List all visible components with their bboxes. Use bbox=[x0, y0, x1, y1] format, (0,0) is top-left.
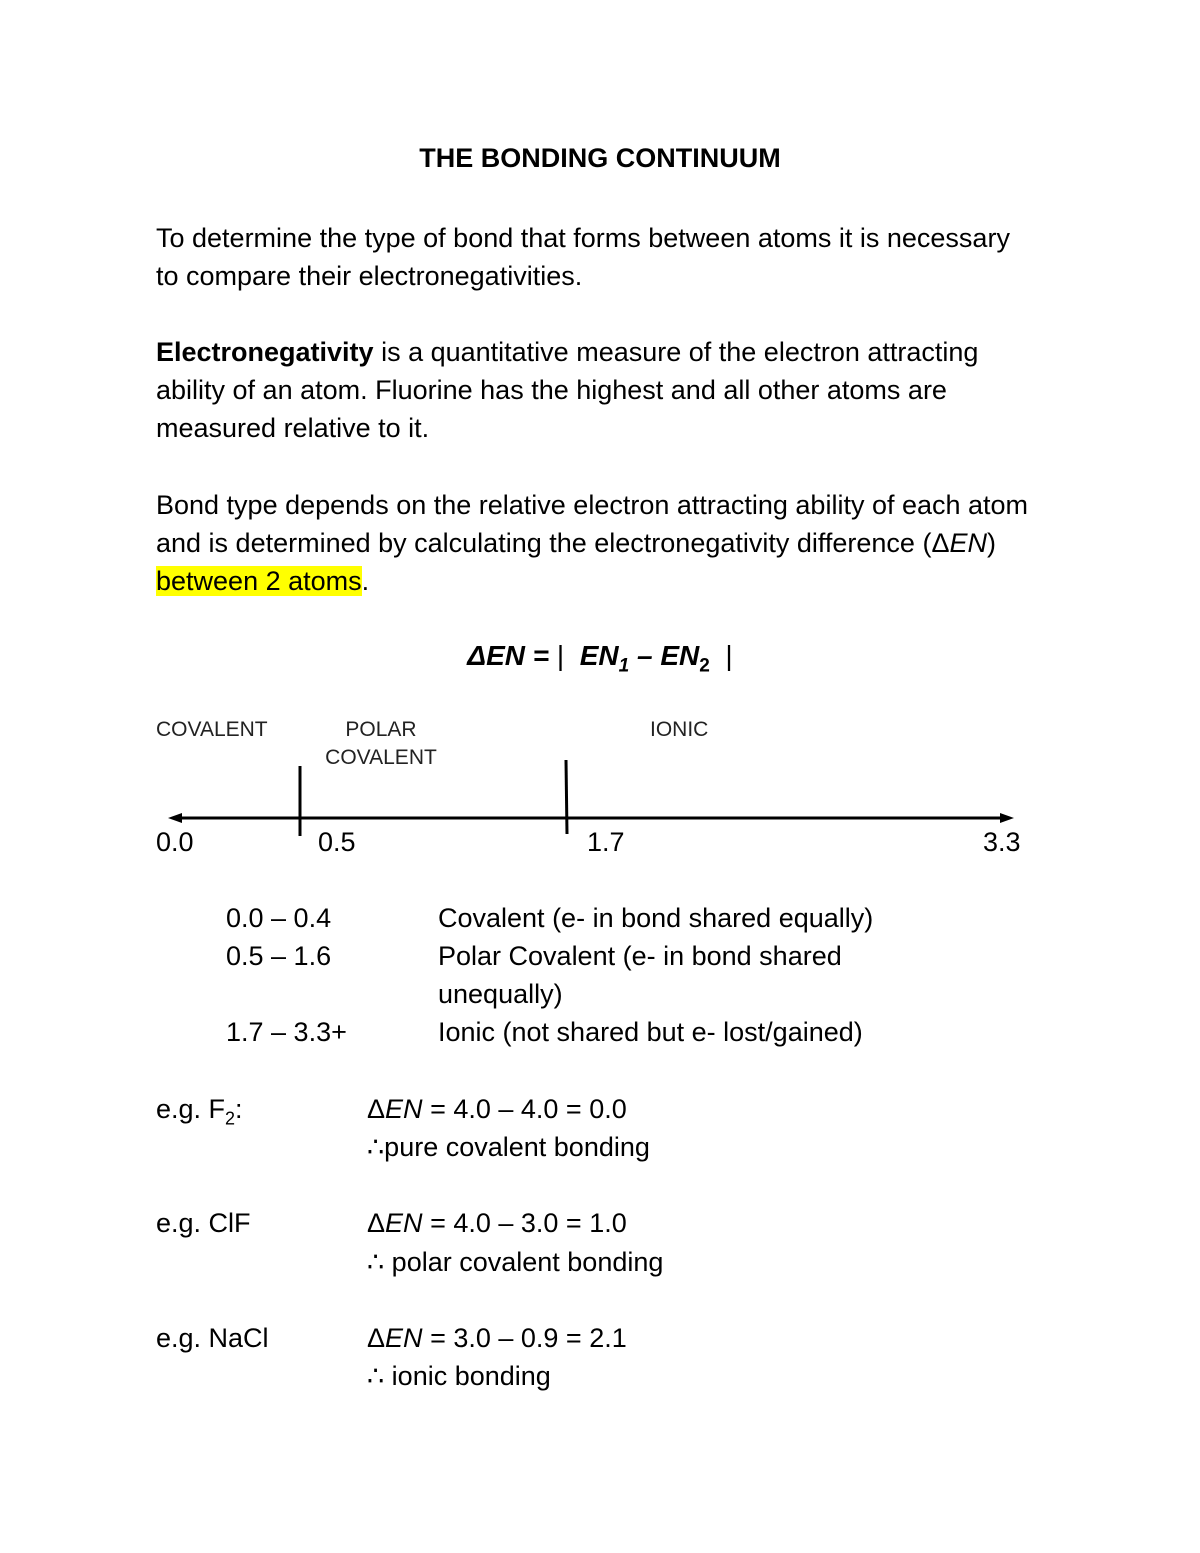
divider-polar-ionic bbox=[566, 760, 567, 834]
bond-type-text-start: Bond type depends on the relative electron attracting ability of each atom and is determined by calculating the electronegativity difference (Δ bbox=[156, 490, 1029, 558]
formula-sub2: 2 bbox=[699, 655, 710, 677]
zone-label-ionic: IONIC bbox=[650, 718, 709, 741]
formula-bar-close: | bbox=[725, 640, 733, 671]
delta-en-formula bbox=[0, 640, 1200, 678]
example-delta: Δ bbox=[367, 1094, 386, 1124]
formula-bar-open: | bbox=[556, 640, 565, 671]
bond-type-en: EN bbox=[949, 528, 987, 558]
zone-label-polar-line2: COVALENT bbox=[325, 746, 437, 769]
example-conclusion-clf: ∴ polar covalent bonding bbox=[367, 1247, 664, 1277]
example-calc-clf bbox=[367, 1208, 627, 1239]
range-value: 1.7 – 3.3+ bbox=[226, 1017, 347, 1047]
example-en: EN bbox=[385, 1323, 423, 1353]
definition-term: Electronegativity bbox=[156, 337, 374, 367]
example-label-text: e.g. F bbox=[156, 1094, 226, 1124]
tick-label-0-0: 0.0 bbox=[156, 827, 194, 857]
page-title: THE BONDING CONTINUUM bbox=[419, 143, 781, 173]
formula-sub1: 1 bbox=[618, 655, 630, 677]
range-value: 0.0 – 0.4 bbox=[226, 903, 332, 933]
example-calc-text: = 4.0 – 4.0 = 0.0 bbox=[422, 1094, 627, 1124]
formula-en1: EN bbox=[579, 640, 619, 671]
tick-label-0-5: 0.5 bbox=[318, 827, 356, 857]
range-description: Covalent (e- in bond shared equally) bbox=[438, 903, 874, 933]
example-subscript: 2 bbox=[225, 1108, 236, 1129]
example-label-clf: e.g. ClF bbox=[156, 1208, 251, 1238]
example-delta: Δ bbox=[367, 1323, 386, 1353]
scale-arrow-left bbox=[168, 813, 182, 823]
formula-en2: EN bbox=[660, 640, 700, 671]
range-value: 0.5 – 1.6 bbox=[226, 941, 332, 971]
bond-type-text-mid: ) bbox=[987, 528, 996, 558]
formula-delta-en: ΔEN bbox=[467, 640, 525, 671]
range-description: Ionic (not shared but e- lost/gained) bbox=[438, 1017, 863, 1047]
example-conclusion-f2: ∴pure covalent bonding bbox=[367, 1132, 650, 1162]
example-calc-f2 bbox=[367, 1094, 627, 1125]
example-delta: Δ bbox=[367, 1208, 386, 1238]
example-en: EN bbox=[385, 1094, 423, 1124]
example-calc-nacl bbox=[367, 1323, 627, 1354]
zone-label-polar-line1: POLAR bbox=[345, 718, 417, 741]
example-colon: : bbox=[235, 1094, 243, 1124]
tick-label-1-7: 1.7 bbox=[587, 827, 625, 857]
bond-type-text-end: . bbox=[361, 566, 370, 596]
example-calc-text: = 4.0 – 3.0 = 1.0 bbox=[422, 1208, 627, 1238]
zone-label-covalent: COVALENT bbox=[156, 718, 268, 741]
example-en: EN bbox=[385, 1208, 423, 1238]
example-label-f2 bbox=[156, 1094, 243, 1129]
formula-minus: – bbox=[629, 640, 661, 671]
definition-text: is a quantitative measure of the electron attracting ability of an atom. Fluorine has the highest and all other atoms are measured relative to it. bbox=[156, 337, 979, 443]
intro-paragraph: To determine the type of bond that forms between atoms it is necessary to compare their electronegativities. bbox=[156, 223, 1010, 291]
highlighted-text: between 2 atoms bbox=[156, 566, 362, 596]
bond-type-paragraph bbox=[156, 486, 1036, 600]
example-conclusion-nacl: ∴ ionic bonding bbox=[367, 1361, 551, 1391]
definition-paragraph bbox=[156, 333, 1036, 447]
range-description-continued: unequally) bbox=[438, 979, 563, 1009]
formula-equals: = bbox=[524, 640, 557, 671]
example-calc-text: = 3.0 – 0.9 = 2.1 bbox=[422, 1323, 627, 1353]
scale-arrow-right bbox=[1000, 813, 1014, 823]
tick-label-3-3: 3.3 bbox=[983, 827, 1021, 857]
range-description: Polar Covalent (e- in bond shared bbox=[438, 941, 842, 971]
example-label-nacl: e.g. NaCl bbox=[156, 1323, 269, 1353]
